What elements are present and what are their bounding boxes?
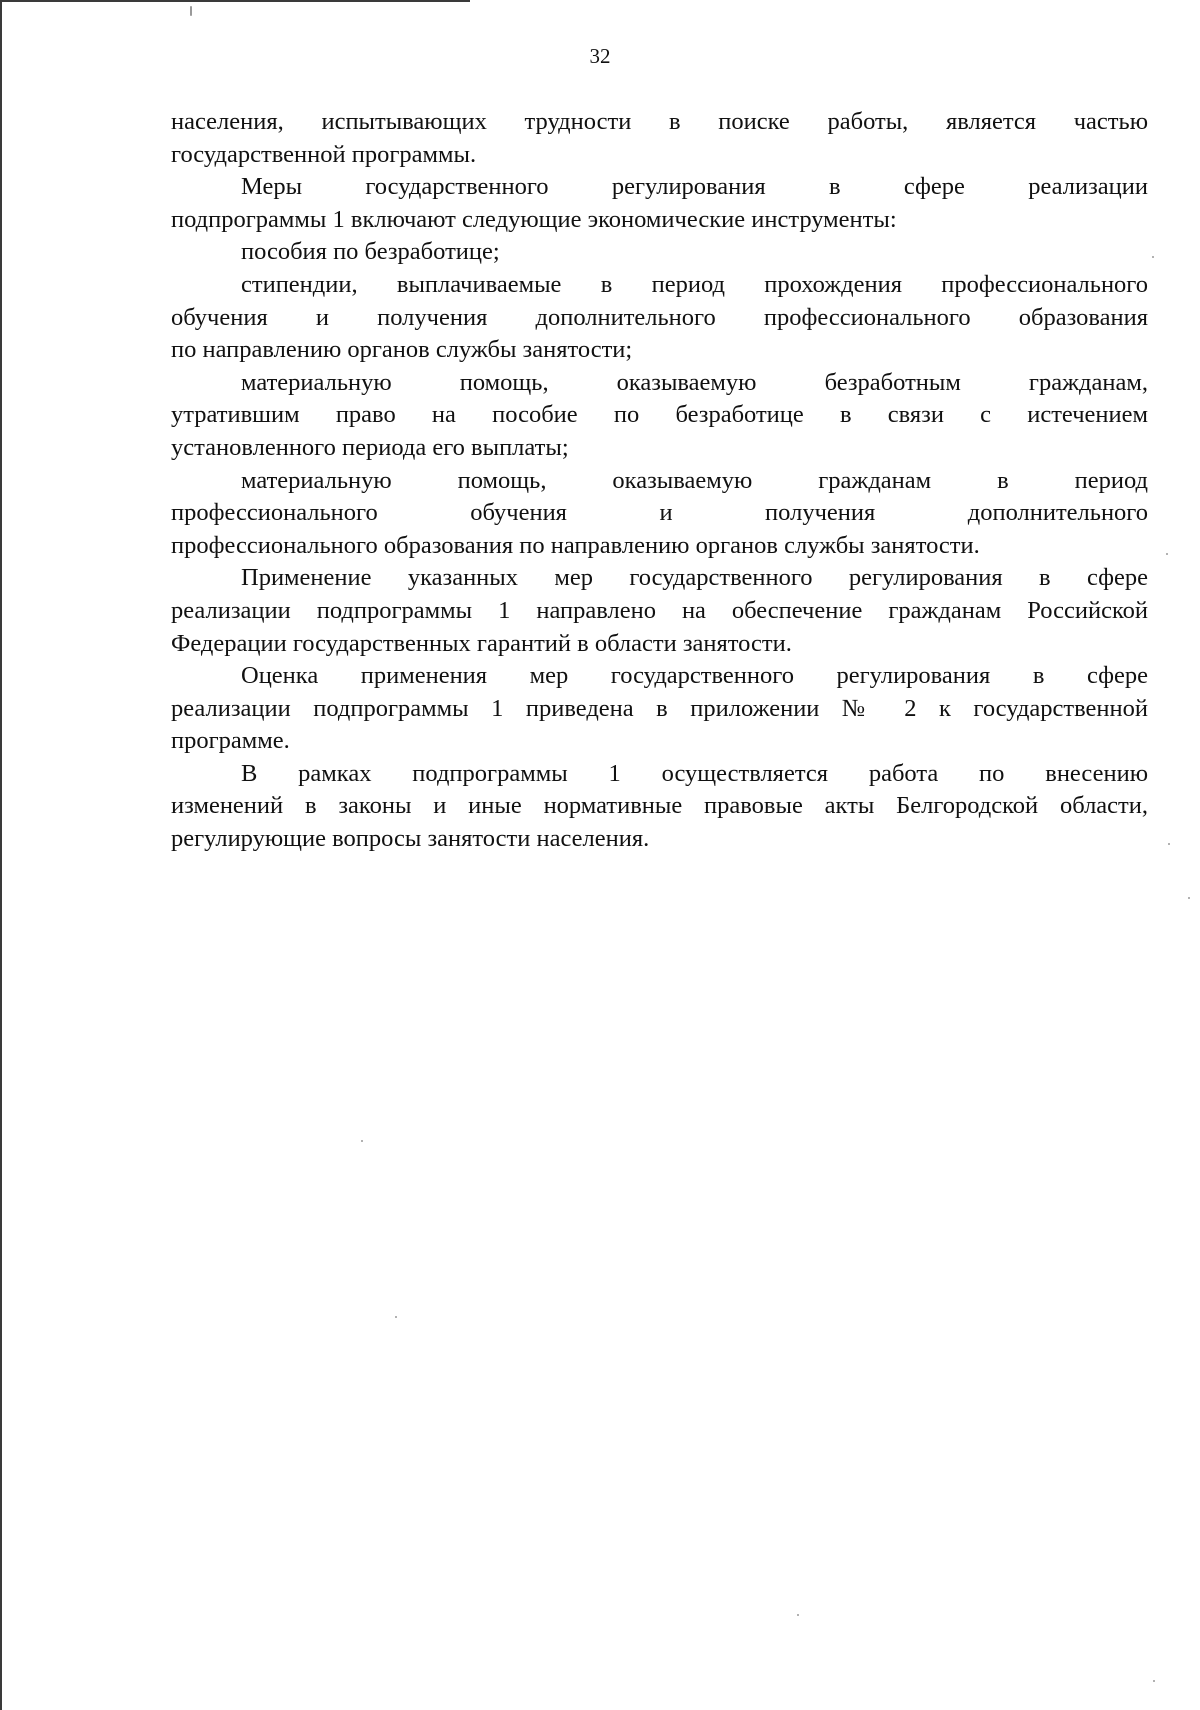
text-line: государственной программы. [171,140,477,168]
text-line: установленного периода его выплаты; [171,433,569,461]
scan-speck [361,1140,363,1142]
page-number: 32 [589,44,611,68]
text-line: профессионального образования по направлению органов службы занятости. [171,531,980,559]
text-line: изменений в законы и иные нормативные правовые акты Белгородской области, [171,792,1148,820]
text-line: стипендии, выплачиваемые в период прохождения профессионального [241,270,1148,298]
text-line: обучения и получения дополнительного профессионального образования [171,303,1148,331]
text-line: Оценка применения мер государственного регулирования в сфере [241,662,1148,690]
scan-speck [1153,1680,1155,1682]
text-line: материальную помощь, оказываемую гражданам в период [241,466,1148,494]
scan-speck [797,1614,799,1616]
text-line: утратившим право на пособие по безработице в связи с истечением [171,401,1148,429]
text-line: Применение указанных мер государственного регулирования в сфере [241,564,1148,592]
text-line: пособия по безработице; [241,238,500,266]
text-line: В рамках подпрограммы 1 осуществляется работа по внесению [241,759,1148,787]
scan-edge-left [0,0,2,1710]
text-line: реализации подпрограммы 1 приведена в приложении № 2 к государственной [171,694,1148,722]
scan-speck [395,1316,397,1318]
text-line: Федерации государственных гарантий в области занятости. [171,629,792,657]
text-line: подпрограммы 1 включают следующие экономические инструменты: [171,205,897,233]
text-line: населения, испытывающих трудности в поиске работы, является частью [171,108,1148,135]
text-line: материальную помощь, оказываемую безработным гражданам, [241,368,1148,396]
text-line: по направлению органов службы занятости; [171,336,633,364]
text-line: профессионального обучения и получения дополнительного [171,499,1148,527]
text-line: Меры государственного регулирования в сфере реализации [241,173,1148,201]
scan-speck [1152,256,1154,258]
scan-speck [190,6,192,16]
text-line: регулирующие вопросы занятости населения. [171,825,650,853]
scan-edge-top [0,0,470,2]
text-line: программе. [171,727,290,755]
scan-speck [1166,553,1168,555]
scan-speck [1188,897,1190,899]
text-line: реализации подпрограммы 1 направлено на обеспечение гражданам Российской [171,596,1148,624]
document-body [171,106,1148,856]
scan-speck [1168,843,1170,845]
